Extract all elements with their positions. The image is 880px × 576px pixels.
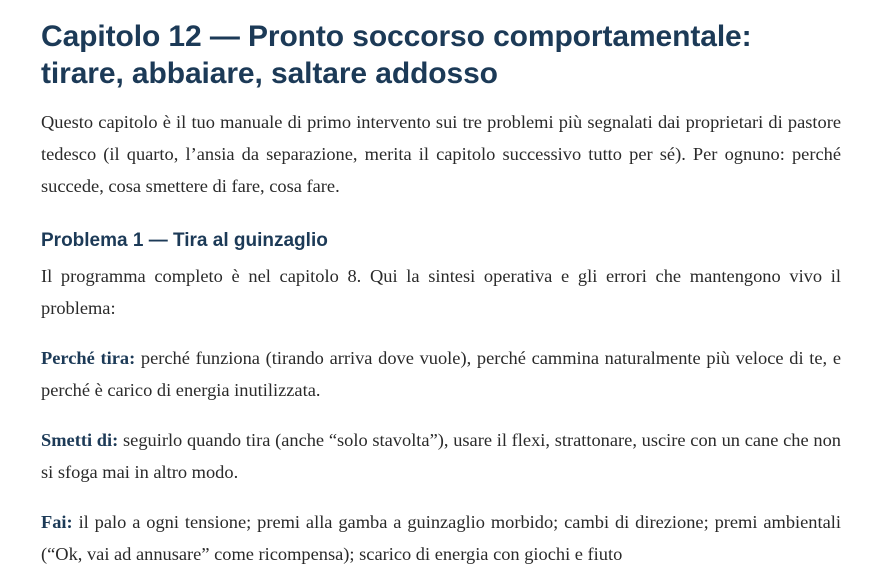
section-heading-problem-1: Problema 1 — Tira al guinzaglio <box>41 230 328 251</box>
stop-doing-text: seguirlo quando tira (anche “solo stavolta”), usare il flexi, strattonare, uscire con un cane che non si sfoga mai in altro modo. <box>41 430 841 482</box>
do-text: il palo a ogni tensione; premi alla gamba a guinzaglio morbido; cambi di direzione; premi ambientali (“Ok, vai ad annusare” come ricompensa); scarico di energia con giochi e fiuto <box>41 512 841 564</box>
why-pulls-paragraph <box>41 342 841 406</box>
why-pulls-label: Perché tira: <box>41 348 136 368</box>
do-label: Fai: <box>41 512 73 532</box>
section-intro-paragraph: Il programma completo è nel capitolo 8. Qui la sintesi operativa e gli errori che mantengono vivo il problema: <box>41 266 841 318</box>
chapter-intro-paragraph: Questo capitolo è il tuo manuale di primo intervento sui tre problemi più segnalati dai proprietari di pastore tedesco (il quarto, l’ansia da separazione, merita il capitolo successivo tutto per sé). Per ognuno: perché succede, cosa smettere di fare, cosa fare. <box>41 112 841 196</box>
stop-doing-label: Smetti di: <box>41 430 119 450</box>
chapter-title: Capitolo 12 — Pronto soccorso comportamentale: tirare, abbaiare, saltare addosso <box>41 20 752 90</box>
do-paragraph <box>41 506 841 570</box>
why-pulls-text: perché funziona (tirando arriva dove vuole), perché cammina naturalmente più veloce di te, e perché è carico di energia inutilizzata. <box>41 348 841 400</box>
stop-doing-paragraph <box>41 424 841 488</box>
document-page <box>41 0 841 570</box>
